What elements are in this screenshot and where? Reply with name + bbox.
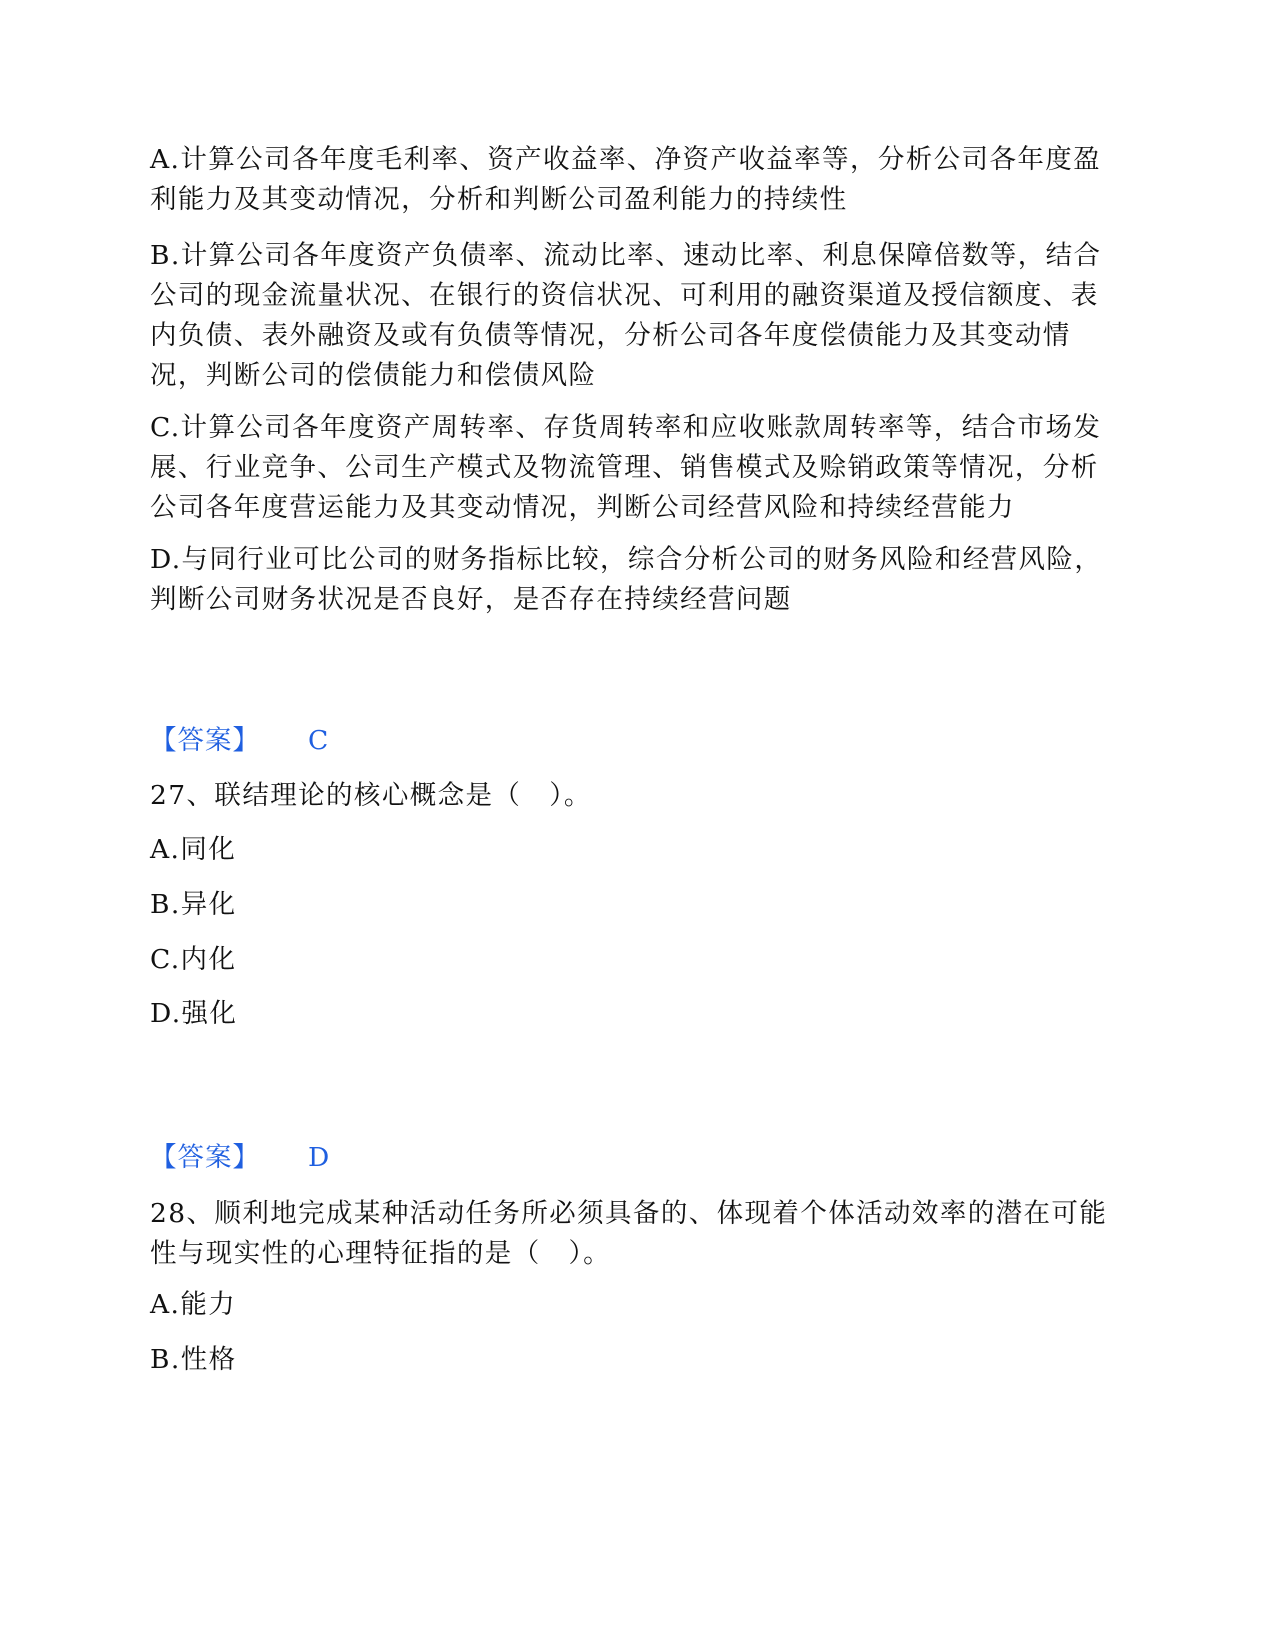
q27-option-b: B.异化: [150, 889, 237, 920]
q28-option-b: B.性格: [150, 1344, 237, 1375]
answer-value: D: [308, 1142, 330, 1173]
answer-label: 【答案】: [150, 1142, 260, 1173]
answer-value: C: [308, 725, 329, 756]
q28-question: 28、顺利地完成某种活动任务所必须具备的、体现着个体活动效率的潜在可能性与现实性的心理特征指的是（ ）。: [150, 1198, 1108, 1269]
q27-question: 27、联结理论的核心概念是（ ）。: [150, 780, 592, 811]
q27-answer: [150, 1138, 329, 1178]
q26-option-a: A.计算公司各年度毛利率、资产收益率、净资产收益率等，分析公司各年度盈利能力及其变动情况，分析和判断公司盈利能力的持续性: [150, 144, 1102, 215]
q26-option-c: C.计算公司各年度资产周转率、存货周转率和应收账款周转率等，结合市场发展、行业竞争、公司生产模式及物流管理、销售模式及赊销政策等情况，分析公司各年度营运能力及其变动情况，判断公司经营风险和持续经营能力: [150, 412, 1102, 523]
q27-option-d: D.强化: [150, 998, 238, 1029]
answer-label: 【答案】: [150, 725, 260, 756]
q27-option-a: A.同化: [150, 834, 237, 865]
q27-option-c: C.内化: [150, 944, 237, 975]
q26-option-d: D.与同行业可比公司的财务指标比较，综合分析公司的财务风险和经营风险，判断公司财务状况是否良好，是否存在持续经营问题: [150, 544, 1103, 615]
q28-option-a: A.能力: [150, 1289, 237, 1320]
q26-option-b: B.计算公司各年度资产负债率、流动比率、速动比率、利息保障倍数等，结合公司的现金流量状况、在银行的资信状况、可利用的融资渠道及授信额度、表内负债、表外融资及或有负债等情况，分析公司各年度偿债能力及其变动情况，判断公司的偿债能力和偿债风险: [150, 240, 1102, 391]
q26-answer: [150, 721, 328, 761]
